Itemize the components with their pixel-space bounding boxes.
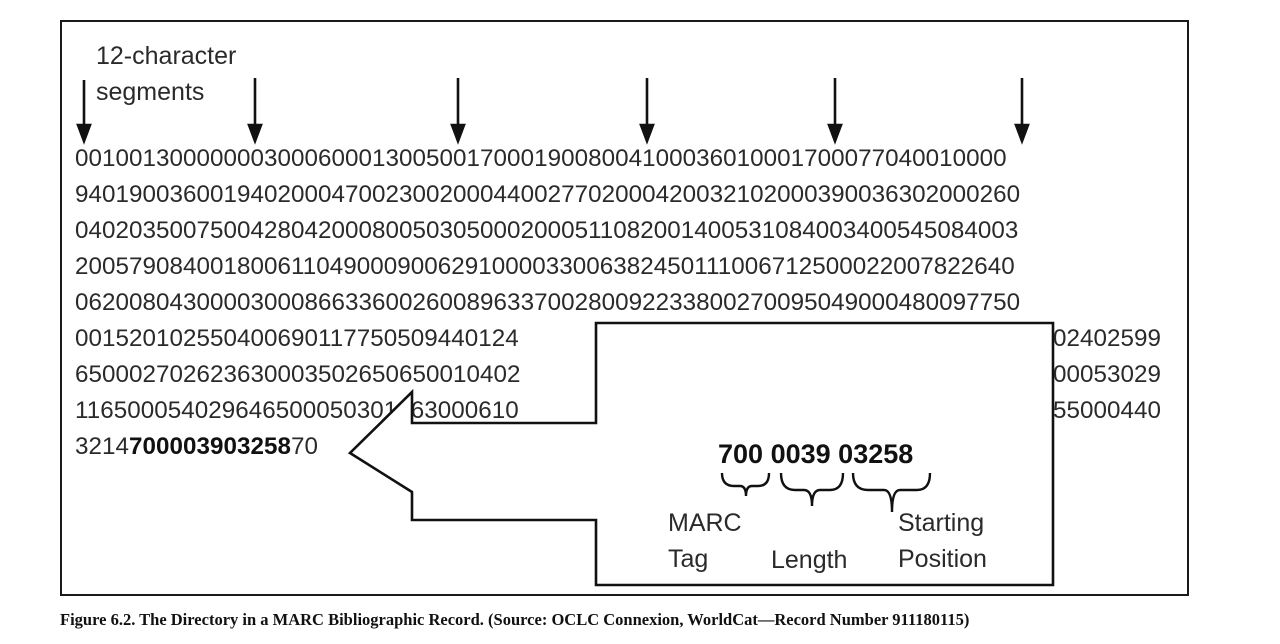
- segments-label-line-2: segments: [96, 78, 205, 106]
- label-length: Length: [771, 546, 848, 574]
- label-tag: Tag: [668, 545, 709, 573]
- directory-line-2-text: 940190036001940200047002300200044002770200042003210200039003630200026: [75, 181, 1007, 208]
- segments-label-line-1: 12-character: [96, 42, 237, 70]
- directory-line-7-text: 650002702623630003502650650010402: [75, 361, 521, 388]
- segment-arrow-6: [1016, 78, 1028, 141]
- directory-line-6-text: 001520102550400690117750509440124: [75, 325, 519, 352]
- label-position: Position: [898, 545, 987, 573]
- segment-arrows: [78, 78, 1028, 141]
- label-starting: Starting: [898, 509, 985, 537]
- directory-line-8-tail: 55000440: [1053, 397, 1162, 424]
- zoom-tag: 700: [718, 439, 764, 469]
- figure-caption: Figure 6.2. The Directory in a MARC Bibliographic Record. (Source: OCLC Connexion, WorldCat—Record Number 911180115): [60, 610, 970, 629]
- directory-line-3-text: 040203500750042804200080050305000200051108200140053108400340054508400: [75, 217, 1005, 244]
- directory-line-2-end: 0: [1006, 181, 1021, 208]
- directory-line-9-start: 3214: [75, 433, 130, 460]
- directory-line-4-text: 200579084001800611049000900629100003300638245011100671250002200782264: [75, 253, 1002, 280]
- directory-line-8-text: 116500054029646500050301863000610: [75, 397, 519, 424]
- segment-arrow-3: [452, 78, 464, 141]
- directory-line-5-end: 0: [1006, 289, 1021, 316]
- zoomed-entry: [718, 436, 913, 472]
- segment-arrow-4: [641, 78, 653, 141]
- directory-line-5-text: 062008043000030008663360026008963370028009223380027009504900048009775: [75, 289, 1007, 316]
- directory-entry-highlight: 700003903258: [129, 433, 292, 460]
- directory-line-1-text: 001001300000003000600013005001700019008004100036010001700077040010000: [75, 145, 1007, 172]
- directory-line-4-end: 0: [1001, 253, 1015, 280]
- directory-line-9-end: 70: [291, 433, 319, 460]
- directory-line-7-tail: 00053029: [1053, 361, 1162, 388]
- segment-arrow-2: [249, 78, 261, 141]
- directory-line-3-end: 3: [1004, 217, 1019, 244]
- segment-arrow-5: [829, 78, 841, 141]
- zoom-start: 03258: [838, 439, 914, 469]
- zoom-length: 0039: [770, 439, 831, 469]
- segment-arrow-1: [78, 80, 90, 141]
- directory-line-6-tail: 02402599: [1053, 325, 1162, 352]
- label-marc: MARC: [668, 509, 742, 537]
